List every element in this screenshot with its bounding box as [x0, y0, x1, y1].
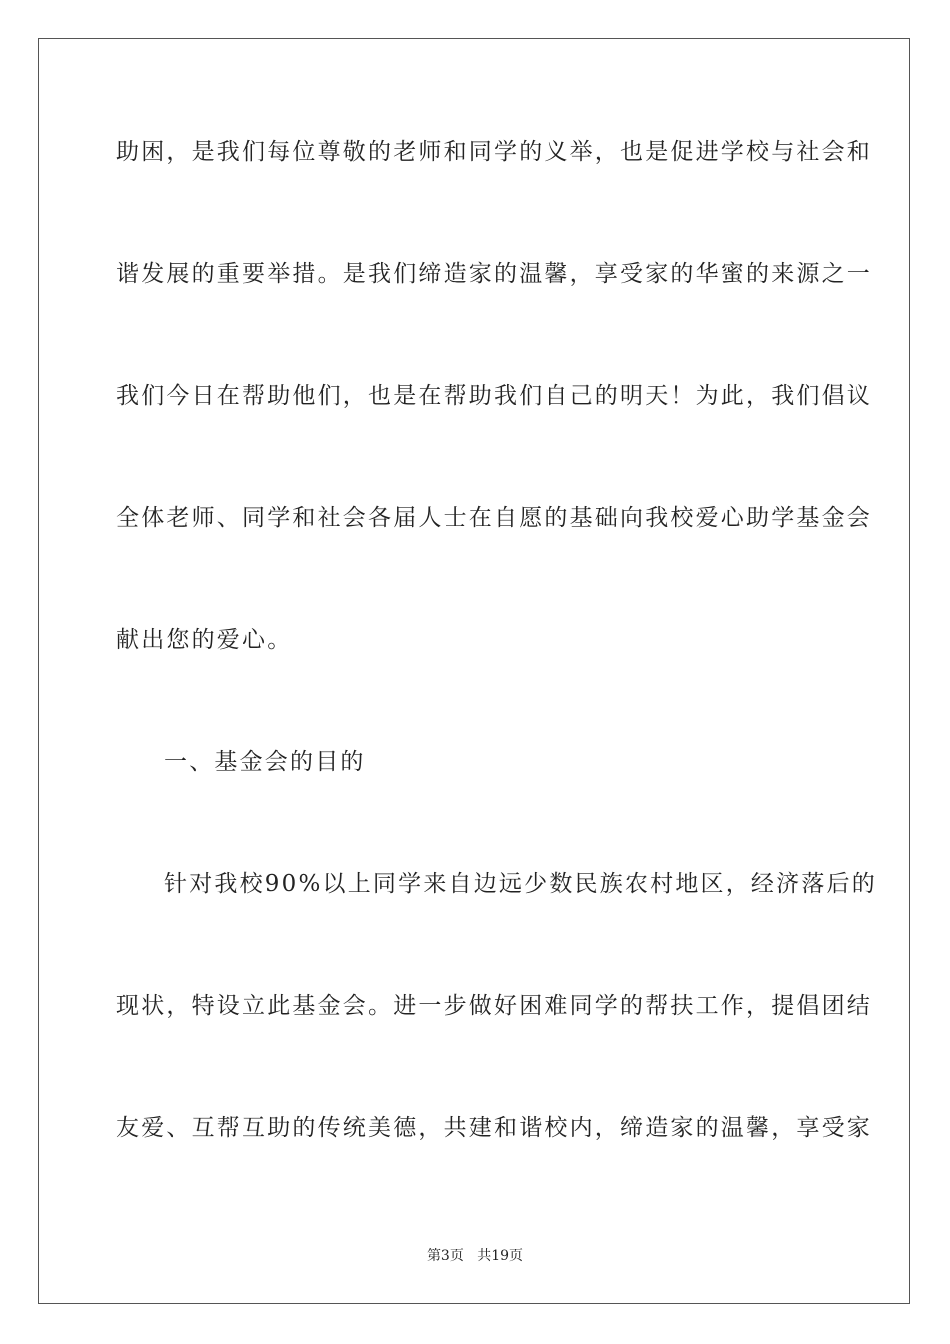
- text-line-3: 我们今日在帮助他们，也是在帮助我们自己的明天！为此，我们倡议: [116, 383, 872, 409]
- section-heading: 一、基金会的目的: [164, 749, 366, 775]
- text-line-4: 全体老师、同学和社会各届人士在自愿的基础向我校爱心助学基金会: [116, 505, 872, 531]
- section-line-2: 现状，特设立此基金会。进一步做好困难同学的帮扶工作，提倡团结: [116, 993, 872, 1019]
- page-footer: [0, 1247, 950, 1265]
- text-line-5: 献出您的爱心。: [116, 627, 293, 653]
- text-line-2: 谐发展的重要举措。是我们缔造家的温馨，享受家的华蜜的来源之一: [116, 261, 872, 287]
- text-line-1: 助困，是我们每位尊敬的老师和同学的义举，也是促进学校与社会和: [116, 139, 872, 165]
- page-number-total: 共19页: [477, 1248, 524, 1264]
- section-line-3: 友爱、互帮互助的传统美德，共建和谐校内，缔造家的温馨，享受家: [116, 1115, 872, 1141]
- page-number-current: 第3页: [426, 1248, 464, 1264]
- section-line-1: 针对我校90%以上同学来自边远少数民族农村地区，经济落后的: [164, 871, 877, 897]
